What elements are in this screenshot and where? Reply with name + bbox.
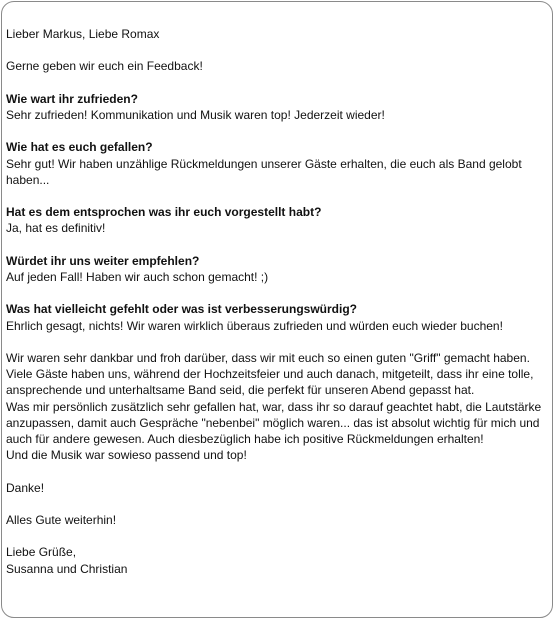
answer-4: Auf jeden Fall! Haben wir auch schon gemacht! ;) [6,269,269,284]
letter-body [6,350,548,463]
answer-3: Ja, hat es definitiv! [6,221,106,236]
body-paragraph-3: Und die Musik war sowieso passend und top! [6,448,247,463]
body-paragraph-1: Wir waren sehr dankbar und froh darüber, dass wir mit euch so einen guten "Griff" gemacht haben. Viele Gäste haben uns, während der Hochzeitsfeier und auch danach, mitgeteilt, dass ihr eine tolle, ansprechende und unterhaltsame Band seid, die perfekt für unseren Abend gepasst hat. [6,350,534,398]
letter-wishes: Alles Gute weiterhin! [6,512,117,527]
qa-block-4 [6,253,548,285]
answer-1: Sehr zufrieden! Kommunikation und Musik waren top! Jederzeit wieder! [6,107,385,122]
letter-intro: Gerne geben wir euch ein Feedback! [6,59,203,74]
question-5: Was hat vielleicht gefehlt oder was ist verbesserungswürdig? [6,302,357,317]
letter-closing: Liebe Grüße, [6,545,77,560]
letter-signoff [6,544,548,576]
body-paragraph-2: Was mir persönlich zusätzlich sehr gefallen hat, war, dass ihr so darauf geachtet habt, die Lautstärke anzupassen, damit auch Gespräche "nebenbei" möglich waren... das ist absolut wichtig für mich und auch für andere gewesen. Auch diesbezüglich habe ich positive Rückmeldungen erhalten! [6,399,542,446]
question-4: Würdet ihr uns weiter empfehlen? [6,253,200,268]
letter-thanks: Danke! [6,480,45,495]
question-3: Hat es dem entsprochen was ihr euch vorgestellt habt? [6,205,322,220]
letter-signature: Susanna und Christian [6,561,128,576]
letter-salutation: Lieber Markus, Liebe Romax [6,27,160,41]
qa-block-2 [6,139,548,188]
qa-block-1 [6,91,548,123]
question-1: Wie wart ihr zufrieden? [6,91,138,106]
answer-5: Ehrlich gesagt, nichts! Wir waren wirklich überaus zufrieden und würden euch wieder buchen! [6,318,503,333]
qa-block-3 [6,204,548,236]
answer-2: Sehr gut! Wir haben unzählige Rückmeldungen unserer Gäste erhalten, die euch als Band gelobt haben... [6,156,522,187]
feedback-letter [1,1,553,618]
question-2: Wie hat es euch gefallen? [6,140,153,155]
qa-block-5 [6,301,548,333]
